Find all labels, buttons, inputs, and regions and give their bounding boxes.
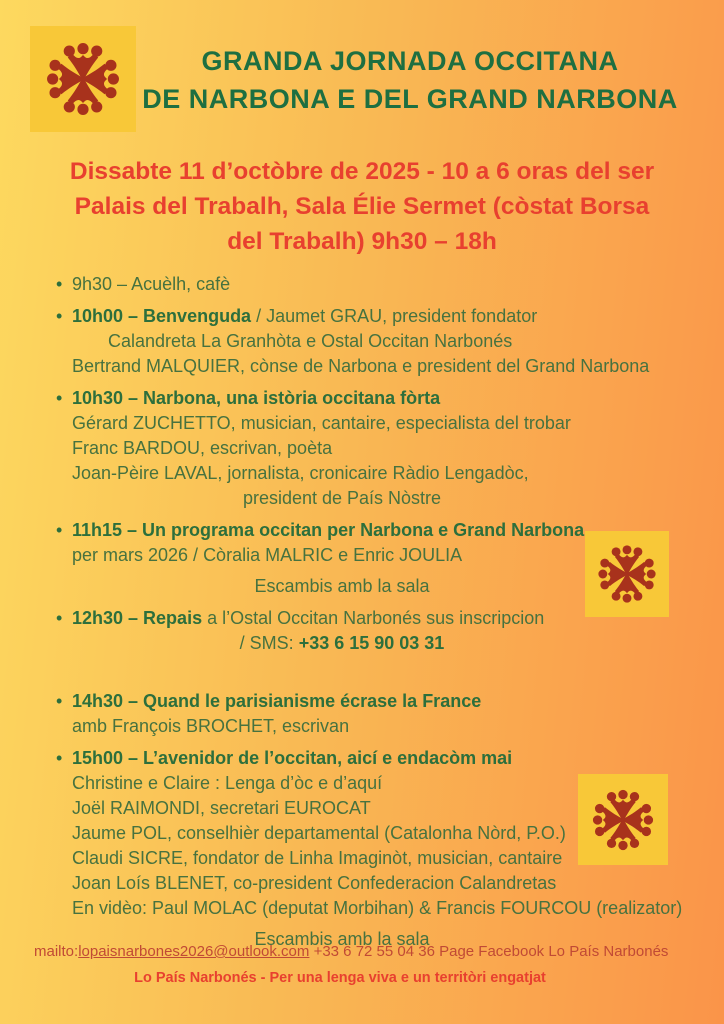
item-time-title: 11h15 – Un programa occitan per Narbona e Grand Narbona: [72, 520, 585, 540]
schedule-subline: Christine e Claire : Lenga d’òc e d’aquí: [72, 773, 383, 793]
schedule-item-heading: [56, 746, 694, 771]
subline-prefix: / SMS:: [239, 633, 299, 653]
schedule-subline: Claudi SICRE, fondator de Linha Imaginòt, musician, cantaire: [72, 848, 563, 868]
logo-box: [30, 26, 136, 132]
schedule-subline: Escambis amb la sala: [254, 929, 430, 949]
bullet-icon: •: [56, 691, 63, 711]
schedule-subline: Joan-Pèire LAVAL, jornalista, cronicaire Ràdio Lengadòc,: [72, 463, 529, 483]
subtitle-line-2: Palais del Trabalh, Sala Élie Sermet (còstat Borsa: [74, 193, 650, 220]
occitan-cross-icon: [34, 30, 132, 128]
email-link[interactable]: lopaisnarbones2026@outlook.com: [78, 943, 310, 960]
schedule-item-heading: [56, 272, 694, 297]
schedule-subline: Calandreta La Granhòta e Ostal Occitan Narbonés: [108, 331, 513, 351]
page-title: [136, 26, 684, 132]
bullet-icon: •: [56, 608, 63, 628]
schedule-item: [56, 386, 694, 511]
schedule-subline: Franc BARDOU, escrivan, poèta: [72, 438, 333, 458]
bullet-icon: •: [56, 274, 63, 294]
schedule-item: [56, 304, 694, 379]
schedule-subline: amb François BROCHET, escrivan: [72, 716, 350, 736]
item-heading-rest: a l’Ostal Occitan Narbonés sus inscripcion: [202, 608, 545, 628]
footer: [0, 942, 724, 986]
schedule-subline: Jaume POL, conselhièr departamental (Catalonha Nòrd, P.O.): [72, 823, 566, 843]
bullet-icon: •: [56, 388, 63, 408]
footer-contact-line: [0, 942, 724, 962]
title-line-2: DE NARBONA E DEL GRAND NARBONA: [142, 84, 678, 114]
schedule-item-heading: [56, 304, 694, 329]
item-time-title: 14h30 – Quand le parisianisme écrase la France: [72, 691, 482, 711]
item-time-title: 10h00 – Benvenguda: [72, 306, 252, 326]
schedule-item: [56, 272, 694, 297]
schedule-subline: Gérard ZUCHETTO, musician, cantaire, especialista del trobar: [72, 413, 571, 433]
schedule-subline: En vidèo: Paul MOLAC (deputat Morbihan) & Francis FOURCOU (realizator): [72, 898, 683, 918]
schedule-item-heading: [56, 689, 694, 714]
title-line-1: GRANDA JORNADA OCCITANA: [201, 46, 619, 76]
subline-bold: +33 6 15 90 03 31: [298, 633, 445, 653]
footer-contact-rest: +33 6 72 55 04 36 Page Facebook Lo País Narbonés: [309, 943, 669, 960]
schedule-item-heading: [56, 386, 694, 411]
logo-box-middle: [585, 531, 669, 617]
event-date-location: [0, 154, 724, 259]
schedule-subline: [56, 631, 628, 656]
schedule-subline: Joan Loís BLENET, co-president Confederacion Calandretas: [72, 873, 557, 893]
schedule-item: [56, 689, 694, 739]
logo-box-bottom: [578, 774, 668, 865]
schedule-subline: Joël RAIMONDI, secretari EUROCAT: [72, 798, 371, 818]
bullet-icon: •: [56, 306, 63, 326]
occitan-cross-icon: [582, 779, 664, 861]
subtitle-line-3: del Trabalh) 9h30 – 18h: [227, 228, 497, 255]
mailto-prefix: mailto:: [34, 943, 79, 960]
bullet-icon: •: [56, 748, 63, 768]
item-time-title: 10h30 – Narbona, una istòria occitana fòrta: [72, 388, 441, 408]
schedule-subline: per mars 2026 / Còralia MALRIC e Enric JOULIA: [72, 545, 463, 565]
bullet-icon: •: [56, 520, 63, 540]
item-time-title: 15h00 – L’avenidor de l’occitan, aicí e endacòm mai: [72, 748, 513, 768]
item-heading-rest: 9h30 – Acuèlh, cafè: [72, 274, 231, 294]
schedule-subline: Escambis amb la sala: [254, 576, 430, 596]
subtitle-line-1: Dissabte 11 d’octòbre de 2025 - 10 a 6 oras del ser: [69, 158, 655, 185]
item-heading-rest: / Jaumet GRAU, president fondator: [251, 306, 538, 326]
occitan-cross-icon: [588, 535, 666, 613]
footer-tagline: Lo País Narbonés - Per una lenga viva e un territòri engatjat: [134, 970, 546, 986]
header: [0, 0, 724, 132]
schedule-subline: president de País Nòstre: [242, 488, 442, 508]
schedule-subline: Bertrand MALQUIER, cònse de Narbona e president del Grand Narbona: [72, 356, 650, 376]
item-time-title: 12h30 – Repais: [72, 608, 203, 628]
